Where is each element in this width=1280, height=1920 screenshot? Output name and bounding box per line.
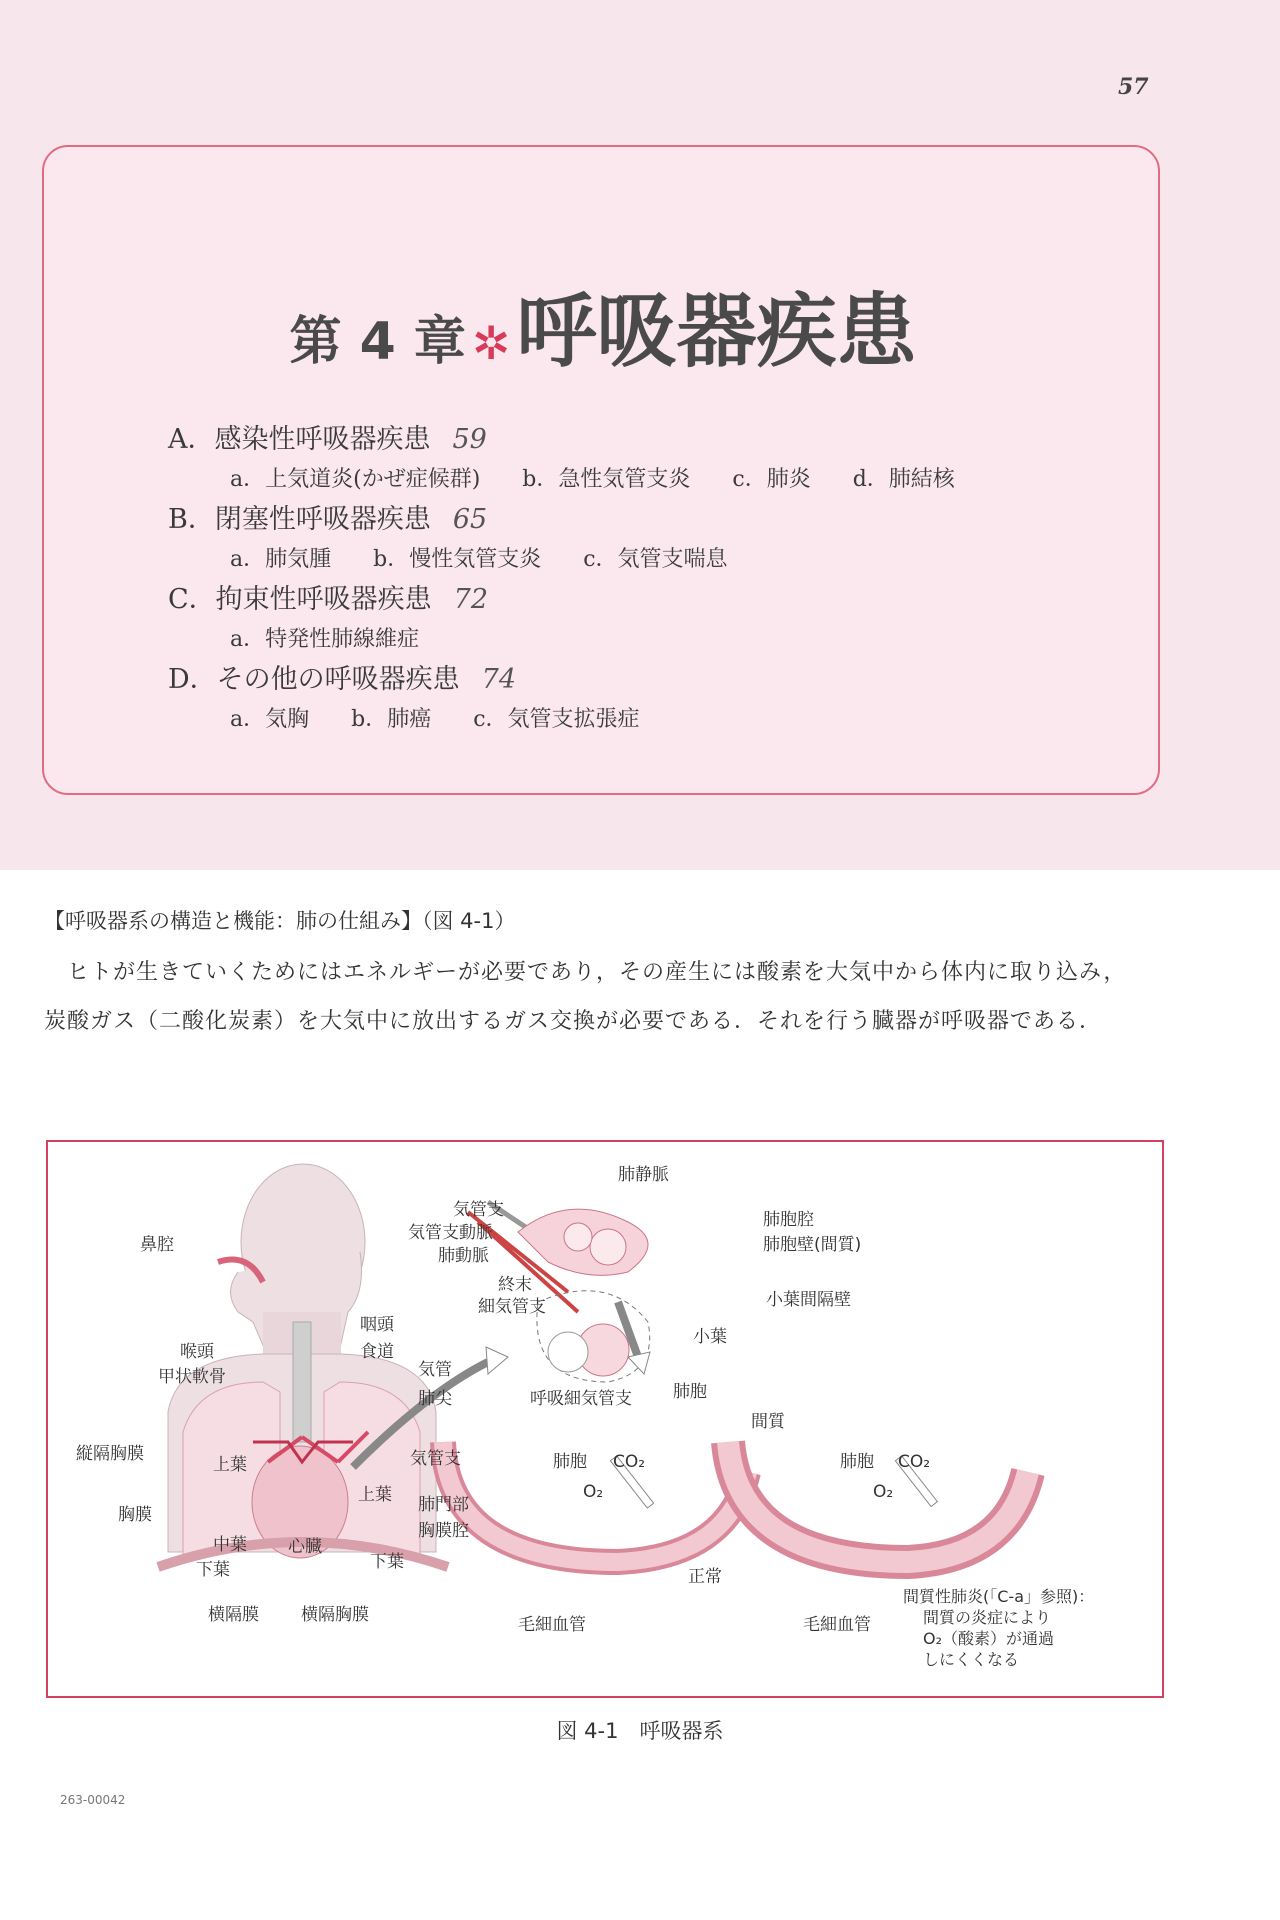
label-pharynx: 咽頭 (360, 1315, 394, 1335)
label-nasal: 鼻腔 (140, 1235, 174, 1255)
disease-note-line-1: 間質性肺炎(「C-a」参照)： (903, 1587, 1095, 1606)
toc-box (42, 145, 1160, 795)
label-respiratory-bronchiole: 呼吸細気管支 (530, 1389, 632, 1409)
label-diaphragm: 横隔膜 (208, 1605, 259, 1625)
label-terminal: 終末 (498, 1275, 532, 1295)
label-terminal-bronchiole: 細気管支 (478, 1297, 546, 1317)
footer-code: 263-00042 (60, 1793, 126, 1807)
label-heart: 心臓 (288, 1537, 322, 1557)
disease-co2-label: CO₂ (898, 1452, 931, 1472)
label-mediastinal: 縦隔胸膜 (76, 1444, 144, 1464)
page-number: 57 (1118, 74, 1149, 100)
disease-panel (728, 1442, 1028, 1562)
label-alveolus: 肺胞 (673, 1382, 707, 1402)
paragraph-line-1: ヒトが生きていくためにはエネルギーが必要であり，その産生には酸素を大気中から体内に取り込み， (44, 960, 1127, 985)
label-bronchus: 気管支 (410, 1449, 461, 1469)
chapter-title (44, 267, 1162, 382)
label-hilum: 肺門部 (418, 1495, 469, 1515)
body-illustration (158, 1164, 448, 1567)
label-thyroid: 甲状軟骨 (158, 1367, 226, 1387)
respiratory-figure (48, 1142, 1162, 1696)
label-pulmonary-vein: 肺静脈 (618, 1165, 669, 1185)
label-pleura: 胸膜 (118, 1505, 152, 1525)
disease-o2-label: O₂ (873, 1482, 894, 1502)
label-apex: 肺尖 (418, 1389, 452, 1409)
toc-subs-c: a．特発性肺線維症 (230, 627, 420, 652)
disease-note-line-2: 間質の炎症により (923, 1608, 1052, 1627)
label-alveolar-cavity: 肺胞腔 (763, 1210, 814, 1230)
label-pulmonary-artery: 肺動脈 (438, 1246, 489, 1266)
label-interstitium: 間質 (751, 1412, 785, 1432)
normal-state-label: 正常 (688, 1567, 722, 1587)
normal-capillary-label: 毛細血管 (518, 1615, 586, 1635)
normal-o2-label: O₂ (583, 1482, 604, 1502)
toc-subs-d: a．気胸 b．肺癌 c．気管支拡張症 (230, 707, 640, 732)
toc-section-d[interactable]: D．その他の呼吸器疾患 74 (168, 664, 517, 695)
toc-section-c[interactable]: C．拘束性呼吸器疾患 72 (168, 584, 489, 615)
figure-box (46, 1140, 1164, 1698)
label-lower-left: 下葉 (196, 1560, 230, 1580)
label-lobule: 小葉 (693, 1327, 727, 1347)
label-pleural-cavity: 胸膜腔 (418, 1521, 469, 1541)
disease-capillary-label: 毛細血管 (803, 1615, 871, 1635)
normal-co2-label: CO₂ (613, 1452, 646, 1472)
label-interlobular-septum: 小葉間隔壁 (766, 1290, 851, 1310)
section-heading: 【呼吸器系の構造と機能：肺の仕組み】（図 4-1） (44, 909, 516, 933)
toc-section-a[interactable]: A．感染性呼吸器疾患 59 (168, 424, 487, 455)
flower-icon: ✲ (471, 316, 511, 370)
label-bronchi: 気管支 (453, 1200, 504, 1220)
label-esophagus: 食道 (360, 1342, 394, 1362)
toc-section-b[interactable]: B．閉塞性呼吸器疾患 65 (168, 504, 488, 535)
disease-note-line-4: しにくくなる (923, 1650, 1020, 1669)
label-bronchial-artery: 気管支動脈 (408, 1223, 493, 1243)
chapter-prefix: 第 4 章 (289, 312, 466, 372)
disease-note-line-3: O₂（酸素）が通過 (923, 1629, 1055, 1648)
label-trachea: 気管 (418, 1360, 452, 1380)
label-upper-right: 上葉 (358, 1485, 392, 1505)
label-lower-right: 下葉 (370, 1552, 404, 1572)
label-larynx: 喉頭 (180, 1342, 214, 1362)
toc-subs-b: a．肺気腫 b．慢性気管支炎 c．気管支喘息 (230, 547, 728, 572)
figure-caption: 図 4-1 呼吸器系 (556, 1719, 724, 1743)
paragraph-line-2: 炭酸ガス（二酸化炭素）を大気中に放出するガス交換が必要である．それを行う臓器が呼吸器である． (44, 1009, 1103, 1034)
disease-alveolus-label: 肺胞 (840, 1452, 874, 1472)
normal-panel (443, 1442, 748, 1562)
label-upper-left: 上葉 (213, 1455, 247, 1475)
label-diaphragm-pleura: 横隔胸膜 (301, 1605, 369, 1625)
label-middle: 中葉 (213, 1535, 247, 1555)
chapter-name: 呼吸器疾患 (516, 285, 917, 378)
toc-subs-a: a．上気道炎(かぜ症候群) b．急性気管支炎 c．肺炎 d．肺結核 (230, 467, 955, 492)
normal-alveolus-label: 肺胞 (553, 1452, 587, 1472)
label-alveolar-wall: 肺胞壁(間質) (763, 1235, 862, 1255)
